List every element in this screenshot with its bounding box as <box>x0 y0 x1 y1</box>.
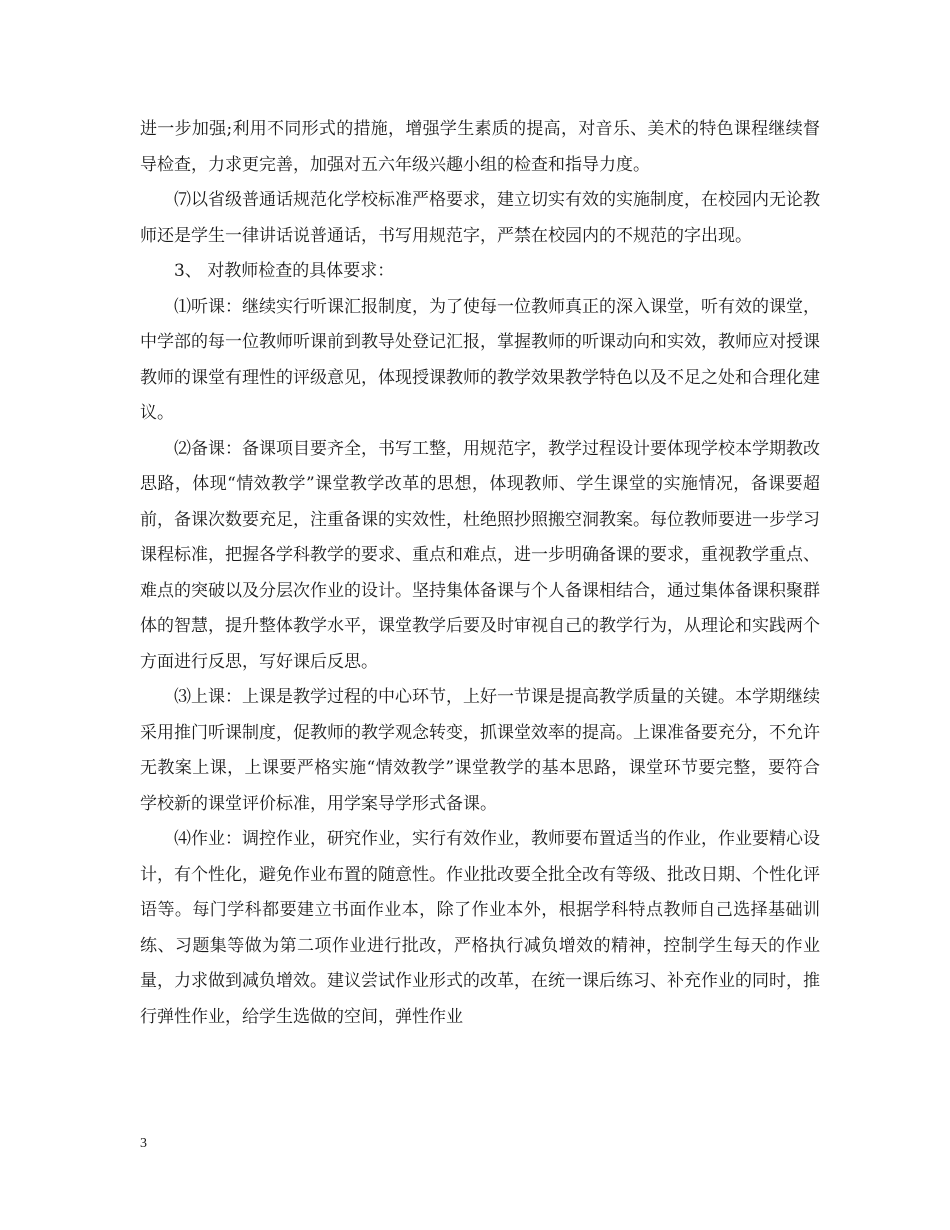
document-body <box>140 112 820 1035</box>
paragraph-teaching: ⑶上课：上课是教学过程的中心环节，上好一节课是提高教学质量的关键。本学期继续采用推门听课制度，促教师的教学观念转变，抓课堂效率的提高。上课准备要充分，不允许无教案上课，上课要严格实施“情效教学”课堂教学的基本思路，课堂环节要完整，要符合学校新的课堂评价标准，用学案导学形式备课。 <box>140 687 820 814</box>
paragraph-lesson-prep: ⑵备课：备课项目要齐全，书写工整，用规范字，教学过程设计要体现学校本学期教改思路，体现“情效教学”课堂教学改革的思想，体现教师、学生课堂的实施情况，备课要超前，备课次数要充足，注重备课的实效性，杜绝照抄照搬空洞教案。每位教师要进一步学习课程标准，把握各学科教学的要求、重点和难点，进一步明确备课的要求，重视教学重点、难点的突破以及分层次作业的设计。坚持集体备课与个人备课相结合，通过集体备课积聚群体的智慧，提升整体教学水平，课堂教学后要及时审视自己的教学行为，从理论和实践两个方面进行反思，写好课后反思。 <box>140 438 820 672</box>
paragraph-continuation: 进一步加强;利用不同形式的措施，增强学生素质的提高，对音乐、美术的特色课程继续督导检查，力求更完善，加强对五六年级兴趣小组的检查和指导力度。 <box>140 119 820 175</box>
page-number: 3 <box>140 1136 147 1151</box>
paragraph-listening: ⑴听课：继续实行听课汇报制度，为了使每一位教师真正的深入课堂，听有效的课堂，中学部的每一位教师听课前到教导处登记汇报，掌握教师的听课动向和实效，教师应对授课教师的课堂有理性的评级意见，体现授课教师的教学效果教学特色以及不足之处和合理化建议。 <box>140 296 820 423</box>
paragraph-item-7: ⑺以省级普通话规范化学校标准严格要求，建立切实有效的实施制度，在校园内无论教师还是学生一律讲话说普通话，书写用规范字，严禁在校园内的不规范的字出现。 <box>140 190 820 246</box>
paragraph-homework: ⑷作业：调控作业，研究作业，实行有效作业，教师要布置适当的作业，作业要精心设计，有个性化，避免作业布置的随意性。作业批改要全批全改有等级、批改日期、个性化评语等。每门学科都要建立书面作业本，除了作业本外，根据学科特点教师自己选择基础训练、习题集等做为第二项作业进行批改，严格执行减负增效的精神，控制学生每天的作业量，力求做到减负增效。建议尝试作业形式的改革，在统一课后练习、补充作业的同时，推行弹性作业，给学生选做的空间，弹性作业 <box>140 829 820 1027</box>
section-heading-3: 3、 对教师检查的具体要求： <box>174 261 395 281</box>
